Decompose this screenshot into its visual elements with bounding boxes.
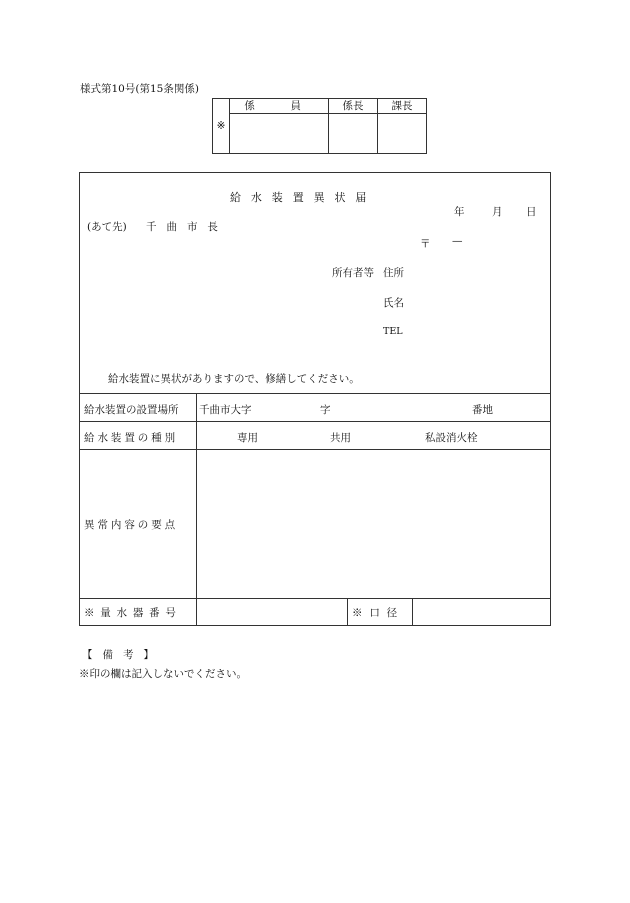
date-day-label: 日 (526, 206, 537, 218)
addressee-prefix: (あて先) (87, 221, 127, 233)
stamp-header-section-head: 課長 (378, 99, 427, 114)
location-banchi: 番地 (472, 404, 493, 416)
notification-form (79, 172, 551, 626)
abnormality-label: 異常内容の要点 (84, 519, 179, 531)
diameter-field[interactable] (413, 599, 551, 626)
address-label: 住所 (383, 267, 404, 279)
stamp-mark: ※ (213, 99, 230, 154)
stamp-header-chief: 係長 (329, 99, 378, 114)
column-divider (347, 598, 348, 626)
location-label: 給水装置の設置場所 (84, 404, 179, 416)
stamp-cell-chief[interactable] (329, 114, 378, 154)
name-label: 氏名 (383, 297, 404, 309)
approval-stamp-table (212, 98, 427, 154)
diameter-label: ※口径 (352, 607, 404, 619)
location-city: 千曲市大字 (199, 404, 252, 416)
form-number: 様式第10号(第15条関係) (80, 83, 199, 95)
location-aza: 字 (320, 404, 331, 416)
addressee-name: 千曲市長 (146, 221, 228, 233)
date-month-label: 月 (492, 206, 503, 218)
meter-number-label: ※量水器番号 (84, 607, 182, 619)
type-option-fire-hydrant[interactable]: 私設消火栓 (425, 432, 478, 444)
stamp-cell-staff[interactable] (230, 114, 329, 154)
date-year-label: 年 (454, 206, 465, 218)
stamp-header-staff: 係 員 (230, 99, 329, 114)
meter-number-field[interactable] (197, 599, 346, 626)
abnormality-field[interactable] (197, 450, 551, 597)
form-title: 給水装置異状届 (230, 191, 377, 204)
postal-mark: 〒 (420, 238, 431, 250)
request-text: 給水装置に異状がありますので、修繕してください。 (108, 373, 360, 385)
remarks-heading: 【備考】 (82, 649, 164, 661)
remarks-note: ※印の欄は記入しないでください。 (79, 668, 247, 680)
divider (80, 421, 550, 422)
type-option-shared[interactable]: 共用 (330, 432, 351, 444)
postal-dash: — (452, 235, 463, 247)
stamp-cell-section-head[interactable] (378, 114, 427, 154)
type-option-private[interactable]: 専用 (237, 432, 258, 444)
divider (80, 393, 550, 394)
type-label: 給水装置の種別 (84, 432, 179, 444)
owner-label: 所有者等 (332, 267, 374, 279)
tel-label: TEL (383, 326, 403, 337)
